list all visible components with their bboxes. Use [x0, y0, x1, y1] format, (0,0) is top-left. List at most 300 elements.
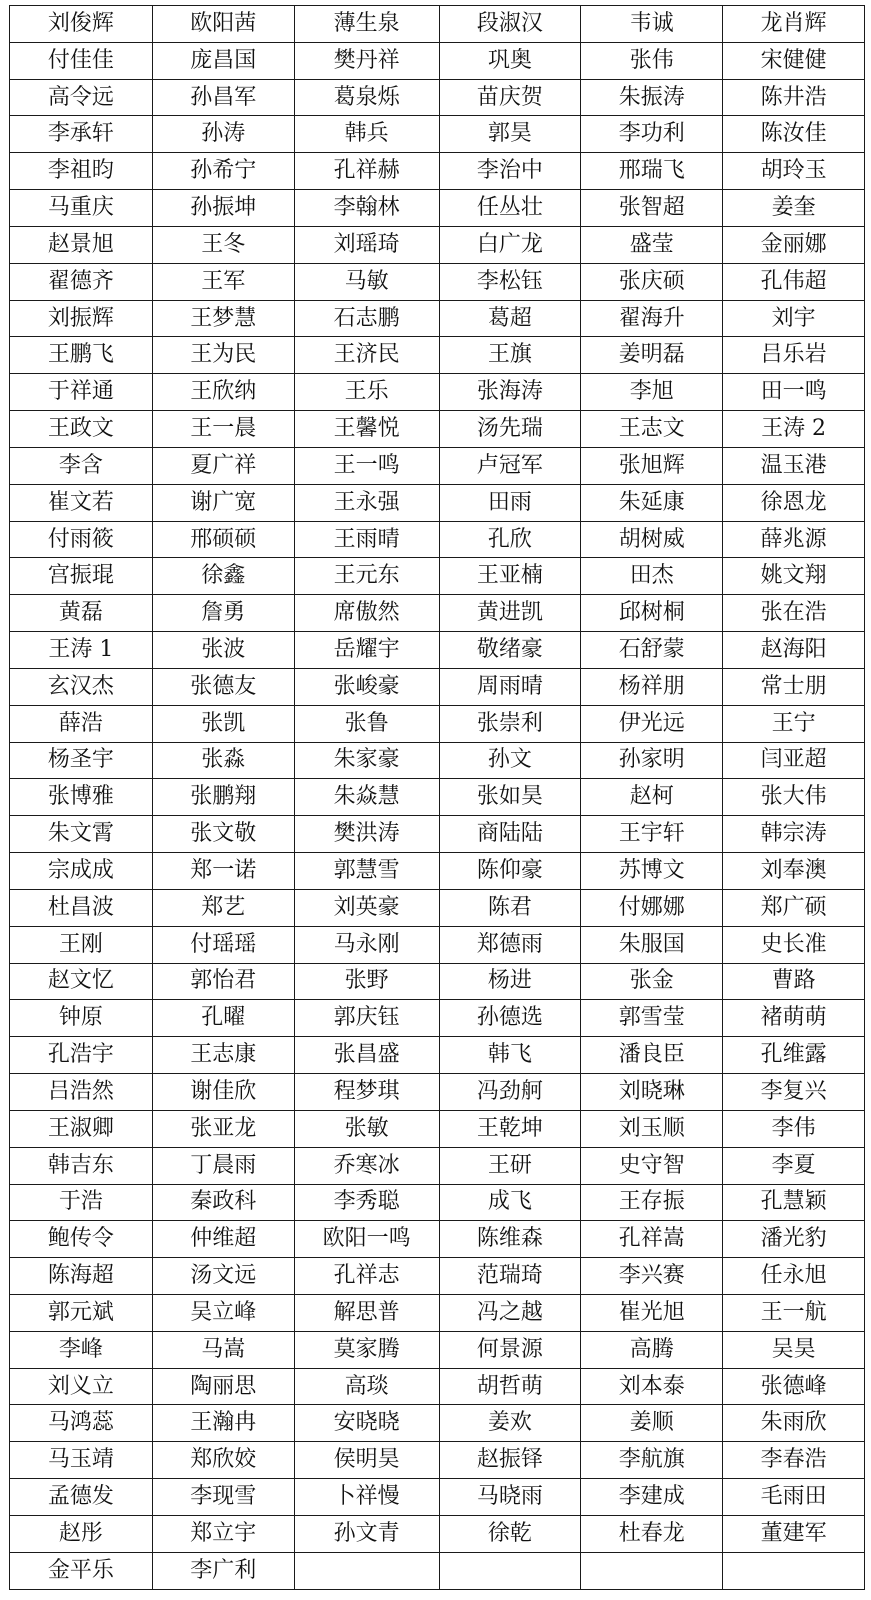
table-row	[10, 521, 865, 558]
name-cell: 杨圣宇	[10, 742, 153, 779]
name-cell: 李治中	[439, 153, 581, 190]
table-row	[10, 1479, 865, 1516]
name-cell: 王为民	[152, 337, 294, 374]
name-cell: 张在浩	[723, 595, 865, 632]
name-cell: 郑德雨	[439, 926, 581, 963]
name-cell: 鲍传令	[10, 1221, 153, 1258]
name-cell: 孔伟超	[723, 263, 865, 300]
name-cell: 周雨晴	[439, 668, 581, 705]
name-cell: 胡哲萌	[439, 1368, 581, 1405]
name-cell: 张鲁	[294, 705, 439, 742]
name-cell: 王存振	[581, 1184, 723, 1221]
name-cell: 韩飞	[439, 1037, 581, 1074]
table-row	[10, 190, 865, 227]
name-cell: 商陆陆	[439, 816, 581, 853]
name-cell: 郑艺	[152, 889, 294, 926]
name-cell: 崔文若	[10, 484, 153, 521]
name-cell: 李复兴	[723, 1074, 865, 1111]
name-cell: 张峻豪	[294, 668, 439, 705]
name-cell: 杜昌波	[10, 889, 153, 926]
name-cell: 孔慧颖	[723, 1184, 865, 1221]
name-cell: 宗成成	[10, 853, 153, 890]
table-row	[10, 6, 865, 43]
name-cell: 吴昊	[723, 1331, 865, 1368]
table-row	[10, 742, 865, 779]
name-cell: 何景源	[439, 1331, 581, 1368]
name-cell: 孙文	[439, 742, 581, 779]
table-row	[10, 153, 865, 190]
name-cell: 王冬	[152, 226, 294, 263]
name-cell: 陈汝佳	[723, 116, 865, 153]
table-row	[10, 374, 865, 411]
name-cell: 王亚楠	[439, 558, 581, 595]
table-row	[10, 926, 865, 963]
table-row	[10, 411, 865, 448]
name-cell: 陈维森	[439, 1221, 581, 1258]
name-cell: 张文敬	[152, 816, 294, 853]
table-row	[10, 705, 865, 742]
name-cell: 吕浩然	[10, 1074, 153, 1111]
name-cell: 汤文远	[152, 1258, 294, 1295]
name-cell: 王永强	[294, 484, 439, 521]
name-cell: 闫亚超	[723, 742, 865, 779]
name-cell: 孔祥志	[294, 1258, 439, 1295]
name-cell: 朱文霄	[10, 816, 153, 853]
table-row	[10, 779, 865, 816]
name-cell: 付娜娜	[581, 889, 723, 926]
name-cell: 冯劲舸	[439, 1074, 581, 1111]
name-cell: 王一航	[723, 1294, 865, 1331]
name-cell: 段淑汉	[439, 6, 581, 43]
table-row	[10, 1110, 865, 1147]
name-cell: 孙振坤	[152, 190, 294, 227]
name-cell: 王梦慧	[152, 300, 294, 337]
name-cell: 翟海升	[581, 300, 723, 337]
name-cell: 孙希宁	[152, 153, 294, 190]
name-cell: 孙家明	[581, 742, 723, 779]
name-cell: 田一鸣	[723, 374, 865, 411]
name-cell: 朱雨欣	[723, 1405, 865, 1442]
name-cell: 马敏	[294, 263, 439, 300]
name-cell: 朱振涛	[581, 79, 723, 116]
name-cell: 孔维露	[723, 1037, 865, 1074]
name-cell: 孔欣	[439, 521, 581, 558]
name-cell: 马嵩	[152, 1331, 294, 1368]
name-cell: 褚萌萌	[723, 1000, 865, 1037]
name-cell: 薄生泉	[294, 6, 439, 43]
name-cell: 王旗	[439, 337, 581, 374]
name-cell: 张亚龙	[152, 1110, 294, 1147]
name-cell: 张博雅	[10, 779, 153, 816]
name-cell: 李承轩	[10, 116, 153, 153]
name-cell: 刘英豪	[294, 889, 439, 926]
table-row	[10, 1074, 865, 1111]
table-row	[10, 447, 865, 484]
name-cell: 薛浩	[10, 705, 153, 742]
name-cell: 孔浩宇	[10, 1037, 153, 1074]
name-cell: 宫振琨	[10, 558, 153, 595]
name-cell: 李含	[10, 447, 153, 484]
name-cell: 王宇轩	[581, 816, 723, 853]
name-cell: 朱焱慧	[294, 779, 439, 816]
name-cell: 张昌盛	[294, 1037, 439, 1074]
name-cell: 王一鸣	[294, 447, 439, 484]
name-cell: 姜欢	[439, 1405, 581, 1442]
name-cell: 任永旭	[723, 1258, 865, 1295]
name-cell: 王馨悦	[294, 411, 439, 448]
name-cell: 韩吉东	[10, 1147, 153, 1184]
name-cell: 龙肖辉	[723, 6, 865, 43]
name-cell: 谢佳欣	[152, 1074, 294, 1111]
name-cell: 马重庆	[10, 190, 153, 227]
name-cell: 李伟	[723, 1110, 865, 1147]
name-cell: 庞昌国	[152, 42, 294, 79]
table-row	[10, 558, 865, 595]
name-cell: 谢广宽	[152, 484, 294, 521]
name-cell: 任丛壮	[439, 190, 581, 227]
name-cell: 王志康	[152, 1037, 294, 1074]
name-cell: 赵景旭	[10, 226, 153, 263]
table-row	[10, 42, 865, 79]
name-cell: 岳耀宇	[294, 632, 439, 669]
name-cell: 安晓晓	[294, 1405, 439, 1442]
name-cell	[723, 1552, 865, 1589]
table-row	[10, 1184, 865, 1221]
name-cell: 白广龙	[439, 226, 581, 263]
name-cell: 莫家腾	[294, 1331, 439, 1368]
name-cell: 李夏	[723, 1147, 865, 1184]
name-cell: 李松钰	[439, 263, 581, 300]
name-cell	[581, 1552, 723, 1589]
name-cell: 张敏	[294, 1110, 439, 1147]
name-cell: 王淑卿	[10, 1110, 153, 1147]
name-cell: 马玉靖	[10, 1442, 153, 1479]
name-cell: 杨祥朋	[581, 668, 723, 705]
name-cell: 潘良臣	[581, 1037, 723, 1074]
name-cell: 陈仰豪	[439, 853, 581, 890]
name-cell: 张凯	[152, 705, 294, 742]
name-cell: 赵彤	[10, 1515, 153, 1552]
table-row	[10, 816, 865, 853]
name-cell: 陈海超	[10, 1258, 153, 1295]
name-cell: 孔祥赫	[294, 153, 439, 190]
name-cell: 徐恩龙	[723, 484, 865, 521]
name-cell: 刘宇	[723, 300, 865, 337]
name-cell: 陈君	[439, 889, 581, 926]
name-cell: 孔曜	[152, 1000, 294, 1037]
name-cell: 乔寒冰	[294, 1147, 439, 1184]
name-cell: 冯之越	[439, 1294, 581, 1331]
name-cell: 张伟	[581, 42, 723, 79]
name-cell: 李旭	[581, 374, 723, 411]
name-cell: 吴立峰	[152, 1294, 294, 1331]
name-cell: 欧阳一鸣	[294, 1221, 439, 1258]
table-row	[10, 263, 865, 300]
name-cell: 薛兆源	[723, 521, 865, 558]
name-cell: 王涛 2	[723, 411, 865, 448]
name-cell: 刘俊辉	[10, 6, 153, 43]
name-cell: 马鸿蕊	[10, 1405, 153, 1442]
name-cell: 吕乐岩	[723, 337, 865, 374]
name-cell: 孙德选	[439, 1000, 581, 1037]
table-row	[10, 226, 865, 263]
name-cell: 汤先瑞	[439, 411, 581, 448]
name-cell: 郑立宇	[152, 1515, 294, 1552]
name-cell: 黄磊	[10, 595, 153, 632]
name-cell: 于浩	[10, 1184, 153, 1221]
name-cell: 李广利	[152, 1552, 294, 1589]
name-cell: 孙昌军	[152, 79, 294, 116]
name-cell: 付瑶瑶	[152, 926, 294, 963]
name-cell: 王研	[439, 1147, 581, 1184]
name-cell: 李翰林	[294, 190, 439, 227]
name-cell: 范瑞琦	[439, 1258, 581, 1295]
name-cell: 樊洪涛	[294, 816, 439, 853]
name-cell: 郑欣姣	[152, 1442, 294, 1479]
name-cell: 刘本泰	[581, 1368, 723, 1405]
name-cell: 金丽娜	[723, 226, 865, 263]
name-cell: 李现雪	[152, 1479, 294, 1516]
name-cell: 潘光豹	[723, 1221, 865, 1258]
name-cell: 程梦琪	[294, 1074, 439, 1111]
name-cell: 张大伟	[723, 779, 865, 816]
name-cell: 王欣纳	[152, 374, 294, 411]
name-cell: 朱服国	[581, 926, 723, 963]
name-cell: 成飞	[439, 1184, 581, 1221]
name-cell: 郑一诺	[152, 853, 294, 890]
table-row	[10, 1405, 865, 1442]
name-cell: 李兴赛	[581, 1258, 723, 1295]
name-cell: 葛超	[439, 300, 581, 337]
name-cell: 郭庆钰	[294, 1000, 439, 1037]
name-cell: 张金	[581, 963, 723, 1000]
table-row	[10, 337, 865, 374]
name-cell: 钟原	[10, 1000, 153, 1037]
name-cell: 王一晨	[152, 411, 294, 448]
name-cell: 宋健健	[723, 42, 865, 79]
name-cell: 张鹏翔	[152, 779, 294, 816]
name-cell: 田杰	[581, 558, 723, 595]
name-cell: 卜祥慢	[294, 1479, 439, 1516]
name-cell: 韩宗涛	[723, 816, 865, 853]
name-cell: 席傲然	[294, 595, 439, 632]
table-row	[10, 595, 865, 632]
name-cell: 赵文忆	[10, 963, 153, 1000]
name-cell: 韦诚	[581, 6, 723, 43]
name-cell: 王乾坤	[439, 1110, 581, 1147]
name-cell: 曹路	[723, 963, 865, 1000]
name-cell: 毛雨田	[723, 1479, 865, 1516]
name-cell: 孟德发	[10, 1479, 153, 1516]
name-cell: 秦政科	[152, 1184, 294, 1221]
name-cell: 马晓雨	[439, 1479, 581, 1516]
name-cell: 詹勇	[152, 595, 294, 632]
name-cell: 金平乐	[10, 1552, 153, 1589]
table-row	[10, 1258, 865, 1295]
name-cell: 盛莹	[581, 226, 723, 263]
name-cell: 刘奉澳	[723, 853, 865, 890]
name-cell: 赵振铎	[439, 1442, 581, 1479]
name-cell: 孙文青	[294, 1515, 439, 1552]
name-cell: 李峰	[10, 1331, 153, 1368]
table-row	[10, 116, 865, 153]
name-cell: 刘义立	[10, 1368, 153, 1405]
name-cell: 郭雪莹	[581, 1000, 723, 1037]
name-cell: 陈井浩	[723, 79, 865, 116]
name-cell: 王雨晴	[294, 521, 439, 558]
name-cell: 王鹏飞	[10, 337, 153, 374]
name-cell: 姜明磊	[581, 337, 723, 374]
name-cell: 王涛 1	[10, 632, 153, 669]
name-cell: 刘瑶琦	[294, 226, 439, 263]
name-cell: 张德友	[152, 668, 294, 705]
name-cell: 韩兵	[294, 116, 439, 153]
name-cell: 石舒蒙	[581, 632, 723, 669]
name-cell: 伊光远	[581, 705, 723, 742]
name-cell: 田雨	[439, 484, 581, 521]
name-cell: 张波	[152, 632, 294, 669]
name-cell: 石志鹏	[294, 300, 439, 337]
table-row	[10, 1552, 865, 1589]
name-cell: 王元东	[294, 558, 439, 595]
name-cell: 马永刚	[294, 926, 439, 963]
name-cell: 巩奥	[439, 42, 581, 79]
table-row	[10, 1037, 865, 1074]
name-cell: 郭元斌	[10, 1294, 153, 1331]
name-cell: 张德峰	[723, 1368, 865, 1405]
name-cell: 于祥通	[10, 374, 153, 411]
name-cell: 王宁	[723, 705, 865, 742]
table-row	[10, 963, 865, 1000]
name-cell: 赵柯	[581, 779, 723, 816]
name-cell: 史守智	[581, 1147, 723, 1184]
name-cell: 朱家豪	[294, 742, 439, 779]
name-cell: 史长准	[723, 926, 865, 963]
name-cell: 孔祥嵩	[581, 1221, 723, 1258]
name-cell: 王刚	[10, 926, 153, 963]
table-row	[10, 1000, 865, 1037]
table-row	[10, 1147, 865, 1184]
table-row	[10, 1221, 865, 1258]
table-row	[10, 632, 865, 669]
name-cell: 葛泉烁	[294, 79, 439, 116]
name-cell: 陶丽思	[152, 1368, 294, 1405]
table-row	[10, 1368, 865, 1405]
name-cell: 高琰	[294, 1368, 439, 1405]
name-roster-table	[9, 5, 865, 1590]
name-cell: 高令远	[10, 79, 153, 116]
name-cell: 邱树桐	[581, 595, 723, 632]
name-cell: 黄进凯	[439, 595, 581, 632]
name-cell: 孙涛	[152, 116, 294, 153]
table-row	[10, 1331, 865, 1368]
name-cell: 董建军	[723, 1515, 865, 1552]
name-cell: 王志文	[581, 411, 723, 448]
name-cell: 徐鑫	[152, 558, 294, 595]
name-cell: 卢冠军	[439, 447, 581, 484]
table-row	[10, 1515, 865, 1552]
name-cell: 李秀聪	[294, 1184, 439, 1221]
name-cell: 姜顺	[581, 1405, 723, 1442]
name-cell: 徐乾	[439, 1515, 581, 1552]
name-cell	[294, 1552, 439, 1589]
name-cell: 李春浩	[723, 1442, 865, 1479]
table-row	[10, 668, 865, 705]
name-cell: 王瀚冉	[152, 1405, 294, 1442]
table-row	[10, 889, 865, 926]
name-cell: 邢瑞飞	[581, 153, 723, 190]
name-cell: 李功利	[581, 116, 723, 153]
name-cell: 张旭辉	[581, 447, 723, 484]
name-cell: 朱延康	[581, 484, 723, 521]
name-cell: 丁晨雨	[152, 1147, 294, 1184]
name-cell: 王济民	[294, 337, 439, 374]
table-row	[10, 1294, 865, 1331]
name-cell: 邢硕硕	[152, 521, 294, 558]
name-cell: 张野	[294, 963, 439, 1000]
name-cell: 付佳佳	[10, 42, 153, 79]
table-row	[10, 1442, 865, 1479]
name-cell: 杜春龙	[581, 1515, 723, 1552]
name-cell: 胡玲玉	[723, 153, 865, 190]
name-cell: 苗庆贺	[439, 79, 581, 116]
name-cell: 刘晓琳	[581, 1074, 723, 1111]
name-cell: 郭昊	[439, 116, 581, 153]
name-cell: 仲维超	[152, 1221, 294, 1258]
name-cell	[439, 1552, 581, 1589]
name-cell: 王军	[152, 263, 294, 300]
name-cell: 杨进	[439, 963, 581, 1000]
name-cell: 樊丹祥	[294, 42, 439, 79]
name-cell: 郭慧雪	[294, 853, 439, 890]
name-cell: 王政文	[10, 411, 153, 448]
name-cell: 苏博文	[581, 853, 723, 890]
name-cell: 张淼	[152, 742, 294, 779]
table-row	[10, 79, 865, 116]
roster-body	[10, 6, 865, 1590]
name-cell: 李建成	[581, 1479, 723, 1516]
table-row	[10, 300, 865, 337]
name-cell: 付雨筱	[10, 521, 153, 558]
name-cell: 欧阳茜	[152, 6, 294, 43]
name-cell: 解思普	[294, 1294, 439, 1331]
name-cell: 李航旗	[581, 1442, 723, 1479]
name-cell: 崔光旭	[581, 1294, 723, 1331]
table-row	[10, 853, 865, 890]
name-cell: 高腾	[581, 1331, 723, 1368]
name-cell: 张海涛	[439, 374, 581, 411]
name-cell: 刘玉顺	[581, 1110, 723, 1147]
name-cell: 张崇利	[439, 705, 581, 742]
name-cell: 郭怡君	[152, 963, 294, 1000]
name-cell: 姜奎	[723, 190, 865, 227]
name-cell: 常士朋	[723, 668, 865, 705]
name-cell: 翟德齐	[10, 263, 153, 300]
name-cell: 胡树威	[581, 521, 723, 558]
name-cell: 温玉港	[723, 447, 865, 484]
name-cell: 张智超	[581, 190, 723, 227]
name-cell: 赵海阳	[723, 632, 865, 669]
table-row	[10, 484, 865, 521]
name-cell: 张庆硕	[581, 263, 723, 300]
name-cell: 张如昊	[439, 779, 581, 816]
name-cell: 敬绪豪	[439, 632, 581, 669]
name-cell: 刘振辉	[10, 300, 153, 337]
name-cell: 李祖昀	[10, 153, 153, 190]
name-cell: 郑广硕	[723, 889, 865, 926]
name-cell: 夏广祥	[152, 447, 294, 484]
name-cell: 姚文翔	[723, 558, 865, 595]
